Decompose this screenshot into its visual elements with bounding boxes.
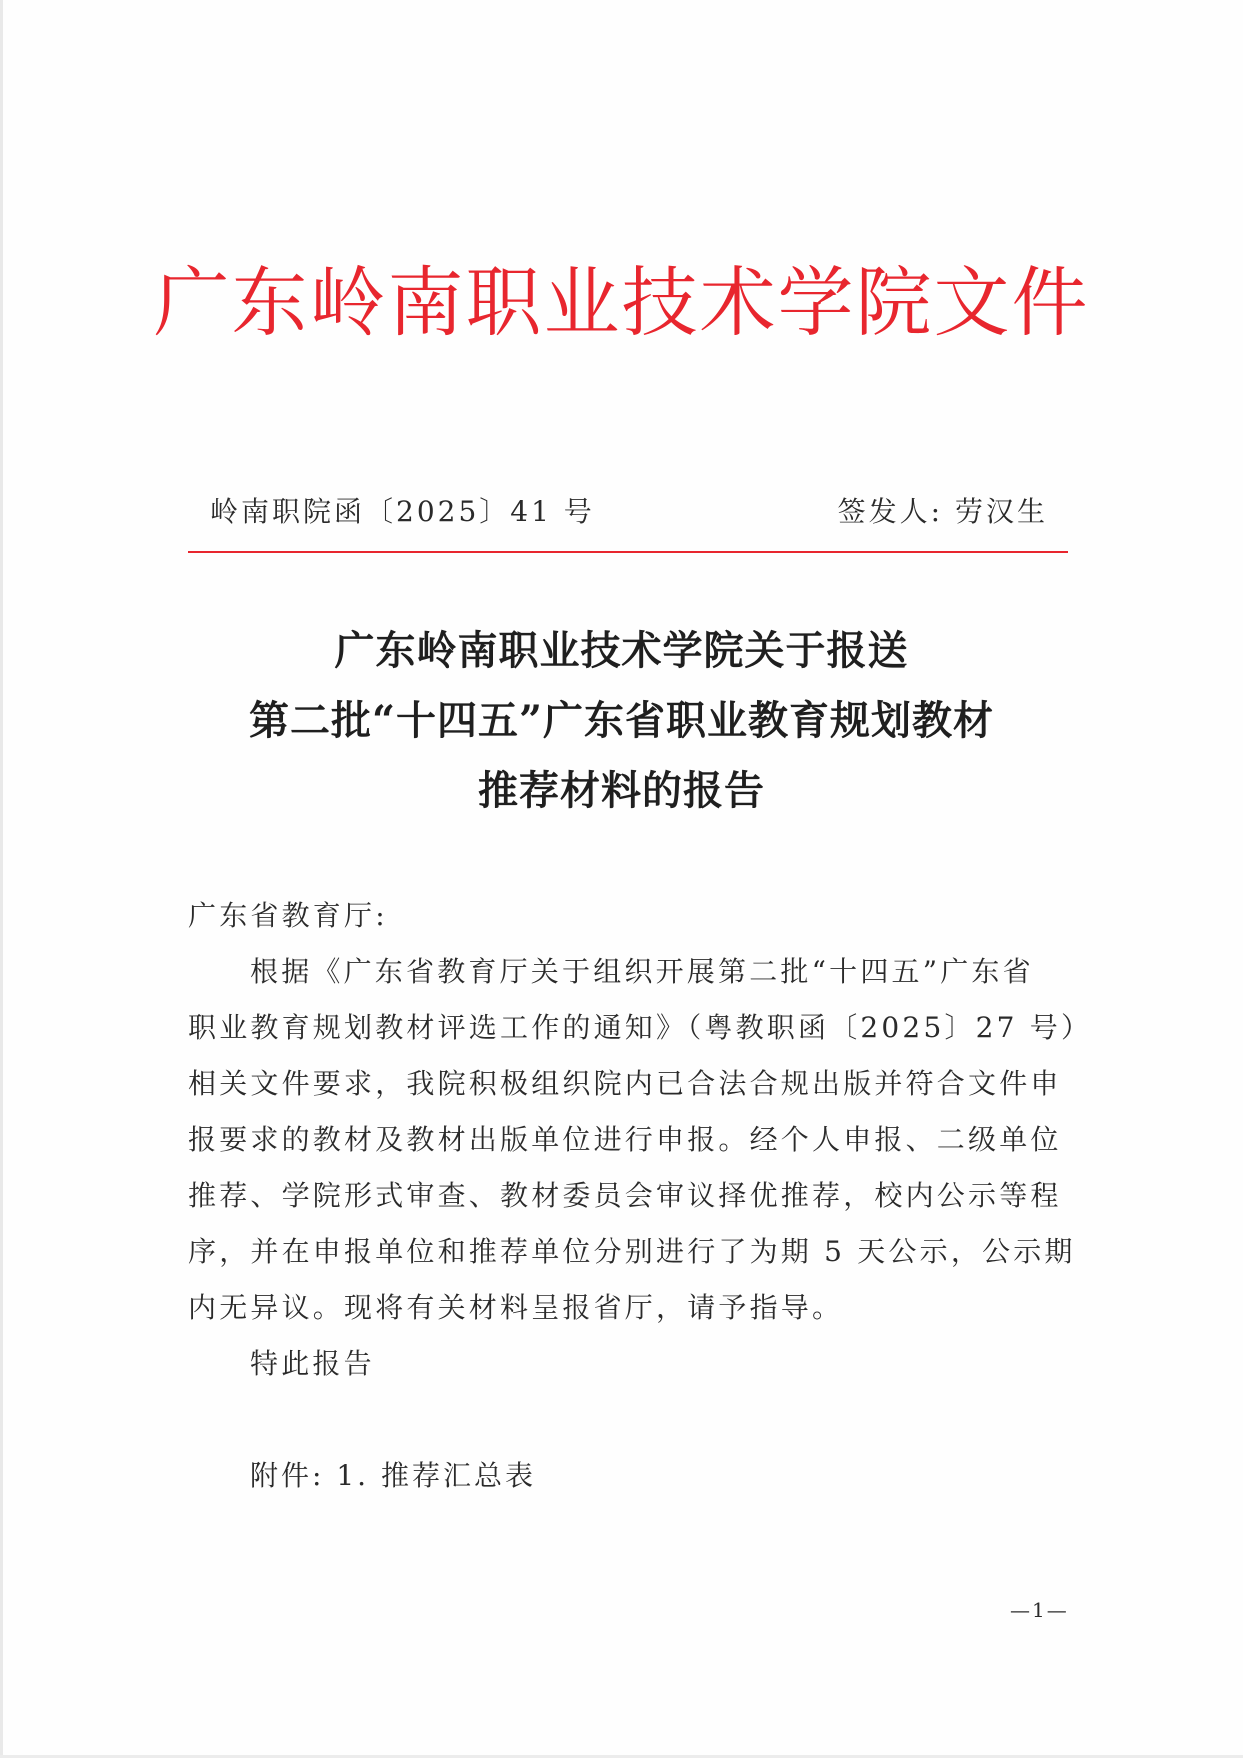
document-number: 岭南职院函〔2025〕41 号 [210,495,595,528]
paragraph-line: 根据《广东省教育厅关于组织开展第二批“十四五”广东省 [250,955,1034,988]
document-title [150,616,1093,826]
document-body [188,888,1093,1392]
signer: 签发人: 劳汉生 [837,495,1048,528]
title-line: 第二批“十四五”广东省职业教育规划教材 [248,697,994,744]
paragraph-line: 职业教育规划教材评选工作的通知》（粤教职函〔2025〕27 号） [188,1011,1093,1044]
document-header-row [210,492,1048,532]
paragraph-line: 相关文件要求，我院积极组织院内已合法合规出版并符合文件申 [188,1067,1062,1100]
paragraph-line: 推荐、学院形式审查、教材委员会审议择优推荐，校内公示等程 [188,1179,1062,1212]
closing-remark: 特此报告 [250,1347,375,1380]
title-line: 推荐材料的报告 [478,767,765,814]
paragraph-line: 内无异议。现将有关材料呈报省厅，请予指导。 [188,1291,844,1324]
page-number: —1— [1010,1598,1069,1622]
scan-edge-left [0,0,3,1758]
salutation: 广东省教育厅: [188,899,388,932]
title-line: 广东岭南职业技术学院关于报送 [334,627,909,674]
paragraph-line: 序，并在申报单位和推荐单位分别进行了为期 5 天公示，公示期 [188,1235,1076,1268]
red-separator-line [188,551,1068,553]
attachment-list: 附件: 1. 推荐汇总表 [250,1459,536,1492]
paragraph-line: 报要求的教材及教材出版单位进行申报。经个人申报、二级单位 [188,1123,1062,1156]
red-masthead-title: 广东岭南职业技术学院文件 [153,258,1090,347]
